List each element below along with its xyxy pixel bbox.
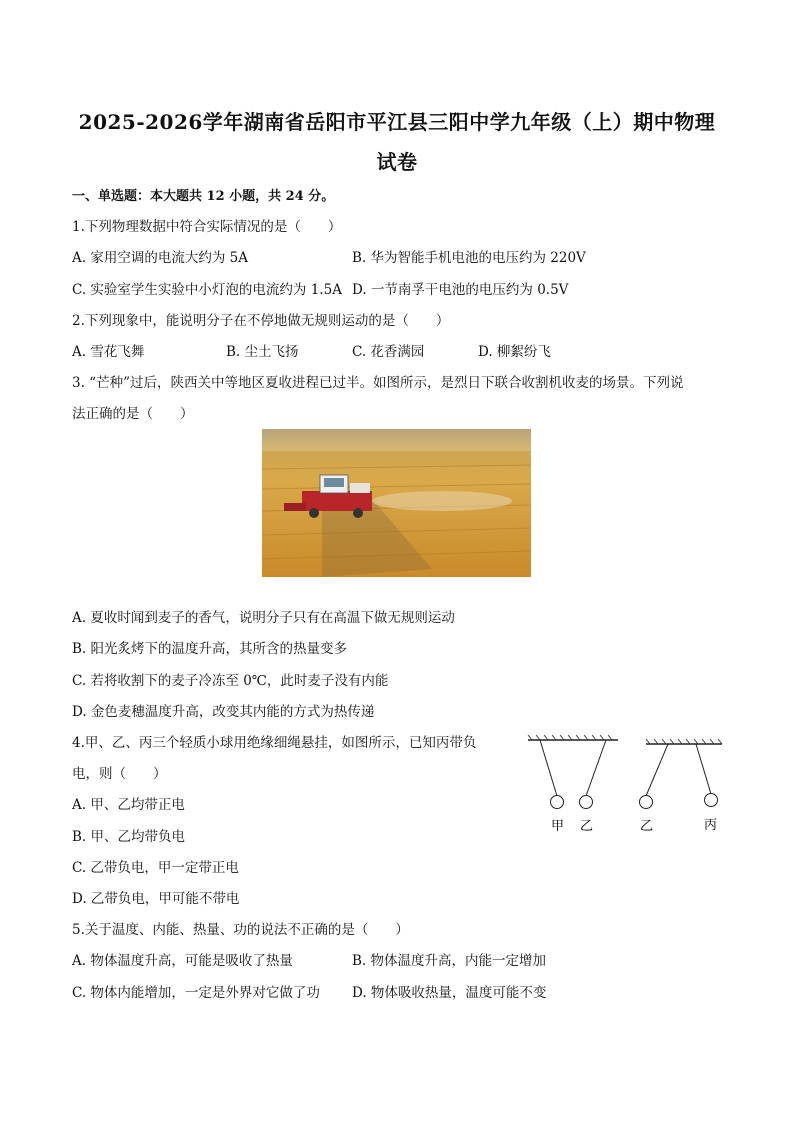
question-4-option-b: B. 甲、乙均带负电 <box>72 829 186 845</box>
question-5-option-c: C. 物体内能增加，一定是外界对它做了功 <box>72 985 320 1001</box>
question-3-option-b: B. 阳光炙烤下的温度升高，其所含的热量变多 <box>72 641 348 657</box>
question-3-option-d: D. 金色麦穗温度升高，改变其内能的方式为热传递 <box>72 704 375 720</box>
question-4-stem-line1: 4.甲、乙、丙三个轻质小球用绝缘细绳悬挂，如图所示，已知丙带负 <box>72 735 477 751</box>
question-2-option-d: D. 柳絮纷飞 <box>478 344 551 360</box>
exam-title-line1: 2025-2026学年湖南省岳阳市平江县三阳中学九年级（上）期中物理 <box>78 110 716 134</box>
question-2-option-a: A. 雪花飞舞 <box>72 344 145 360</box>
question-3-stem-line1: 3. “芒种”过后，陕西关中等地区夏收进程已过半。如图所示，是烈日下联合收割机收麦的场景。下列说 <box>72 375 684 391</box>
question-4-stem-line2: 电，则（ ） <box>72 766 167 782</box>
question-3-option-a: A. 夏收时闻到麦子的香气，说明分子只有在高温下做无规则运动 <box>72 610 455 626</box>
label-yi-2: 乙 <box>640 819 654 834</box>
question-5-option-b: B. 物体温度升高，内能一定增加 <box>352 953 547 969</box>
exam-title-line2: 试卷 <box>376 150 418 174</box>
label-yi-1: 乙 <box>580 819 594 834</box>
question-2-option-c: C. 花香满园 <box>352 344 425 360</box>
harvester-photo <box>262 429 531 577</box>
question-4-option-c: C. 乙带负电，甲一定带正电 <box>72 860 239 876</box>
question-3-stem-line2: 法正确的是（ ） <box>72 406 194 422</box>
question-1-option-c: C. 实验室学生实验中小灯泡的电流约为 1.5A <box>72 282 342 298</box>
pith-ball-diagram <box>522 732 728 840</box>
question-1-stem: 1.下列物理数据中符合实际情况的是（ ） <box>72 219 342 235</box>
question-4-option-d: D. 乙带负电，甲可能不带电 <box>72 891 240 907</box>
question-2-option-b: B. 尘土飞扬 <box>226 344 299 360</box>
question-1-option-d: D. 一节南孚干电池的电压约为 0.5V <box>352 282 569 298</box>
section-heading: 一、单选题：本大题共 12 小题，共 24 分。 <box>72 189 335 204</box>
question-5-stem: 5.关于温度、内能、热量、功的说法不正确的是（ ） <box>72 922 409 938</box>
question-3-option-c: C. 若将收割下的麦子冷冻至 0℃，此时麦子没有内能 <box>72 673 389 689</box>
label-bing: 丙 <box>704 818 718 833</box>
question-5-option-a: A. 物体温度升高，可能是吸收了热量 <box>72 953 293 969</box>
question-1-option-a: A. 家用空调的电流大约为 5A <box>72 250 248 266</box>
label-jia-1: 甲 <box>551 819 565 834</box>
question-4-option-a: A. 甲、乙均带正电 <box>72 797 185 813</box>
question-1-option-b: B. 华为智能手机电池的电压约为 220V <box>352 250 586 266</box>
question-2-stem: 2.下列现象中，能说明分子在不停地做无规则运动的是（ ） <box>72 313 450 329</box>
question-5-option-d: D. 物体吸收热量，温度可能不变 <box>352 985 547 1001</box>
